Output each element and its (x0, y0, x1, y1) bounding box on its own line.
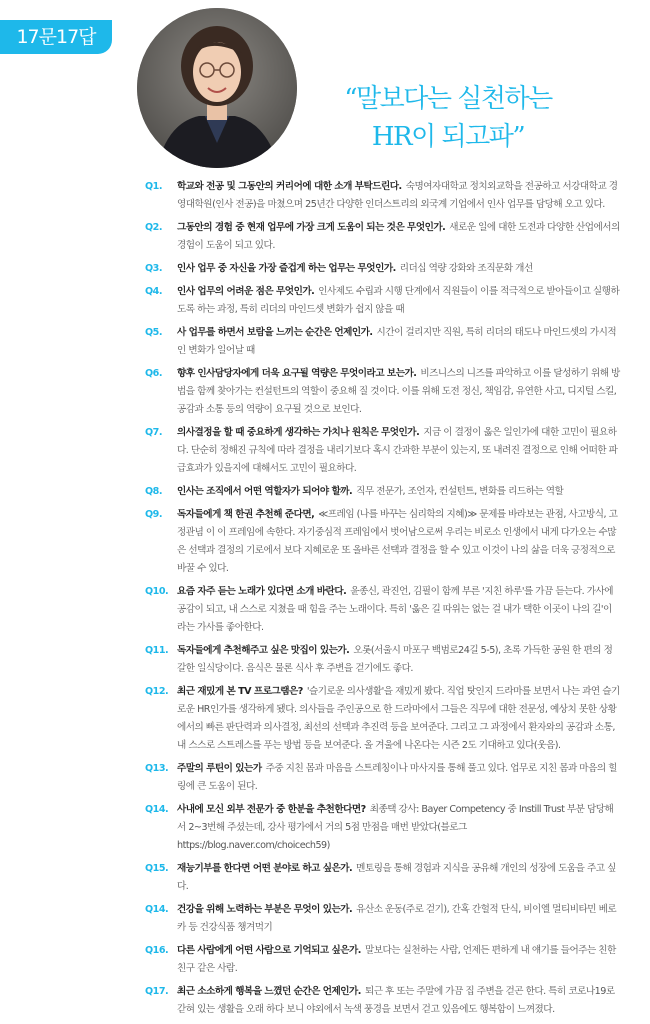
question-number: Q13. (145, 763, 169, 774)
question-text: 재능기부를 한다면 어떤 분야로 하고 싶은가. (177, 863, 353, 874)
qa-list (145, 178, 620, 1024)
question-number: Q15. (145, 863, 169, 874)
question-number: Q1. (145, 181, 162, 192)
question-number: Q2. (145, 222, 162, 233)
qa-item (145, 324, 620, 360)
portrait-illustration (137, 8, 297, 168)
profile-photo (137, 8, 297, 168)
question-text: 최근 소소하게 행복을 느꼈던 순간은 언제인가. (177, 986, 361, 997)
question-number: Q11. (145, 645, 169, 656)
question-number: Q4. (145, 286, 162, 297)
answer-text: 숙명여자대학교 정치외교학을 전공하고 서강대학교 경영대학원(인사 전공)을 마쳤으며 25년간 다양한 인더스트리의 외국계 기업에서 인사 업무를 담당해 오고 있다. (177, 181, 618, 210)
question-number: Q14. (145, 804, 169, 815)
question-text: 그동안의 경험 중 현재 업무에 가장 크게 도움이 되는 것은 무엇인가. (177, 222, 446, 233)
question-number: Q3. (145, 263, 162, 274)
answer-text: 유산소 운동(주로 걷기), 간혹 간헐적 단식, 비이엘 멀티비타민 베로카 등 건강식품 챙겨먹기 (177, 904, 617, 933)
question-text: 향후 인사담당자에게 더욱 요구될 역량은 무엇이라고 보는가. (177, 368, 417, 379)
answer-text: ≪프레임 (나를 바꾸는 심리학의 지혜)≫ 문제를 바라보는 관점, 사고방식, 고정관념 이 이 프레임에 속한다. 자기중심적 프레임에서 벗어남으로써 우리는 비로소 인생에서 내게 다가오는 수많은 선택과 결정의 기로에서 보다 지혜로운 또 올바른 선택과 결정을 할 수 있고 이것이 나의 삶을 더욱 긍정적으로 바꿀 수 있다. (177, 509, 618, 574)
answer-text: 멘토링을 통해 경험과 지식을 공유해 개인의 성장에 도움을 주고 싶다. (177, 863, 616, 892)
answer-text: 말보다는 실천하는 사람, 언제든 편하게 내 얘기를 들어주는 친한 친구 같은 사람. (177, 945, 616, 974)
question-number: Q9. (145, 509, 162, 520)
answer-text: 직무 전문가, 조언자, 컨설턴트, 변화를 리드하는 역할 (356, 486, 564, 497)
question-text: 주말의 루틴이 있는가 (177, 763, 262, 774)
answer-text: 새로운 일에 대한 도전과 다양한 산업에서의 경험이 도움이 되고 있다. (177, 222, 620, 251)
qa-item (145, 483, 620, 501)
question-text: 다른 사람에게 어떤 사람으로 기억되고 싶은가. (177, 945, 361, 956)
answer-text: 리더십 역량 강화와 조직문화 개선 (399, 263, 533, 274)
question-text: 사 업무를 하면서 보람을 느끼는 순간은 언제인가. (177, 327, 373, 338)
question-number: Q6. (145, 368, 162, 379)
question-text: 인사 업무의 어려운 점은 무엇인가. (177, 286, 315, 297)
question-number: Q7. (145, 427, 162, 438)
question-text: 학교와 전공 및 그동안의 커리어에 대한 소개 부탁드린다. (177, 181, 402, 192)
question-number: Q16. (145, 945, 169, 956)
qa-item (145, 219, 620, 255)
question-text: 사내에 모신 외부 전문가 중 한분을 추천한다면? (177, 804, 366, 815)
qa-item (145, 365, 620, 419)
answer-text: 퇴근 후 또는 주말에 가끔 집 주변을 걷곤 한다. 특히 코로나19로 갇혀 있는 생활을 오래 하다 보니 야외에서 녹색 풍경을 보면서 걷고 있음에도 행복함이 느껴졌다. (177, 986, 615, 1015)
qa-item (145, 260, 620, 278)
answer-text: 비즈니스의 니즈를 파악하고 이를 달성하기 위해 방법을 함께 찾아가는 컨설턴트의 역할이 중요해 질 것이다. 이를 위해 도전 정신, 책임감, 유연한 사고, 디지털 스킬, 공감과 소통 등의 역량이 요구될 것으로 보인다. (177, 368, 620, 415)
question-text: 인사는 조직에서 어떤 역할자가 되어야 할까. (177, 486, 353, 497)
headline-line-1: “말보다는 실천하는 (344, 84, 552, 114)
qa-item (145, 642, 620, 678)
question-text: 의사결정을 할 때 중요하게 생각하는 가치나 원칙은 무엇인가. (177, 427, 420, 438)
answer-text: 주중 지친 몸과 마음을 스트레칭이나 마사지를 통해 풀고 있다. 업무로 지친 몸과 마음의 힐링에 큰 도움이 된다. (177, 763, 617, 792)
answer-text: 최종택 강사: Bayer Competency 중 Instill Trust 부분 담당해서 2~3번해 주셨는데, 강사 평가에서 거의 5점 만점을 매번 받았다(블로그 https://blog.naver.com/choicech59) (177, 804, 614, 851)
qa-item (145, 283, 620, 319)
question-number: Q12. (145, 686, 169, 697)
answer-text: 시간이 걸리지만 직원, 특히 리더의 태도나 마인드셋의 가시적인 변화가 일어날 때 (177, 327, 617, 356)
section-tag: 17문17답 (0, 20, 112, 54)
question-text: 독자들에게 추천해주고 싶은 맛집이 있는가. (177, 645, 350, 656)
question-number: Q10. (145, 586, 169, 597)
headline-line-2: HR이 되고파” (371, 122, 525, 152)
qa-item (145, 942, 620, 978)
qa-item (145, 760, 620, 796)
qa-item (145, 424, 620, 478)
qa-item (145, 506, 620, 578)
question-number: Q14. (145, 904, 169, 915)
qa-item (145, 178, 620, 214)
qa-item (145, 801, 620, 855)
question-text: 인사 업무 중 자신을 가장 즐겁게 하는 업무는 무엇인가. (177, 263, 396, 274)
answer-text: 오롯(서울시 마포구 백범로24길 5-5), 초록 가득한 공원 한 편의 정갈한 일식당이다. 음식은 물론 식사 후 주변을 걷기에도 좋다. (177, 645, 613, 674)
qa-item (145, 901, 620, 937)
qa-item (145, 860, 620, 896)
qa-item (145, 683, 620, 755)
qa-item (145, 583, 620, 637)
question-number: Q8. (145, 486, 162, 497)
answer-text: 인사제도 수립과 시행 단계에서 직원들이 이를 적극적으로 받아들이고 실행하도록 하는 과정, 특히 리더의 마인드셋 변화가 쉽지 않을 때 (177, 286, 620, 315)
question-number: Q5. (145, 327, 162, 338)
question-text: 최근 재밌게 본 TV 프로그램은? (177, 686, 303, 697)
question-text: 요즘 자주 듣는 노래가 있다면 소개 바란다. (177, 586, 347, 597)
question-number: Q17. (145, 986, 169, 997)
question-text: 독자들에게 책 한권 추천해 준다면, (177, 509, 315, 520)
answer-text: 윤종신, 곽진언, 김필이 함께 부른 '지친 하루'를 가끔 듣는다. 가사에 공감이 되고, 내 스스로 지쳤을 때 힘을 주는 노래이다. 특히 '옳은 길 따위는 없는 걸 내가 택한 이곳이 나의 길'이라는 가사를 좋아한다. (177, 586, 614, 633)
headline (318, 80, 578, 156)
answer-text: '슬기로운 의사생활'을 재밌게 봤다. 직업 탓인지 드라마를 보면서 나는 과연 슬기로운 HR인가를 생각하게 됐다. 의사들을 주인공으로 한 드라마에서 그들은 직무에 대한 전문성, 예상치 못한 상황에서의 빠른 판단력과 의사결정, 최선의 선택과 추진력 등을 보여준다. 그리고 그 과정에서 환자와의 공감과 소통, 내 스스로 스트레스를 푸는 방법 등을 보여준다. 올 겨울에 나온다는 시즌 2도 기대하고 있다(웃음). (177, 686, 620, 751)
answer-text: 지금 이 결정이 옳은 일인가에 대한 고민이 필요하다. 단순히 정해진 규칙에 따라 결정을 내리기보다 혹시 간과한 부분이 있는지, 또 내려진 결정으로 인해 어떠한 파급효과가 있을지에 대해서도 고민이 필요하다. (177, 427, 618, 474)
qa-item (145, 983, 620, 1019)
question-text: 건강을 위해 노력하는 부분은 무엇이 있는가. (177, 904, 353, 915)
